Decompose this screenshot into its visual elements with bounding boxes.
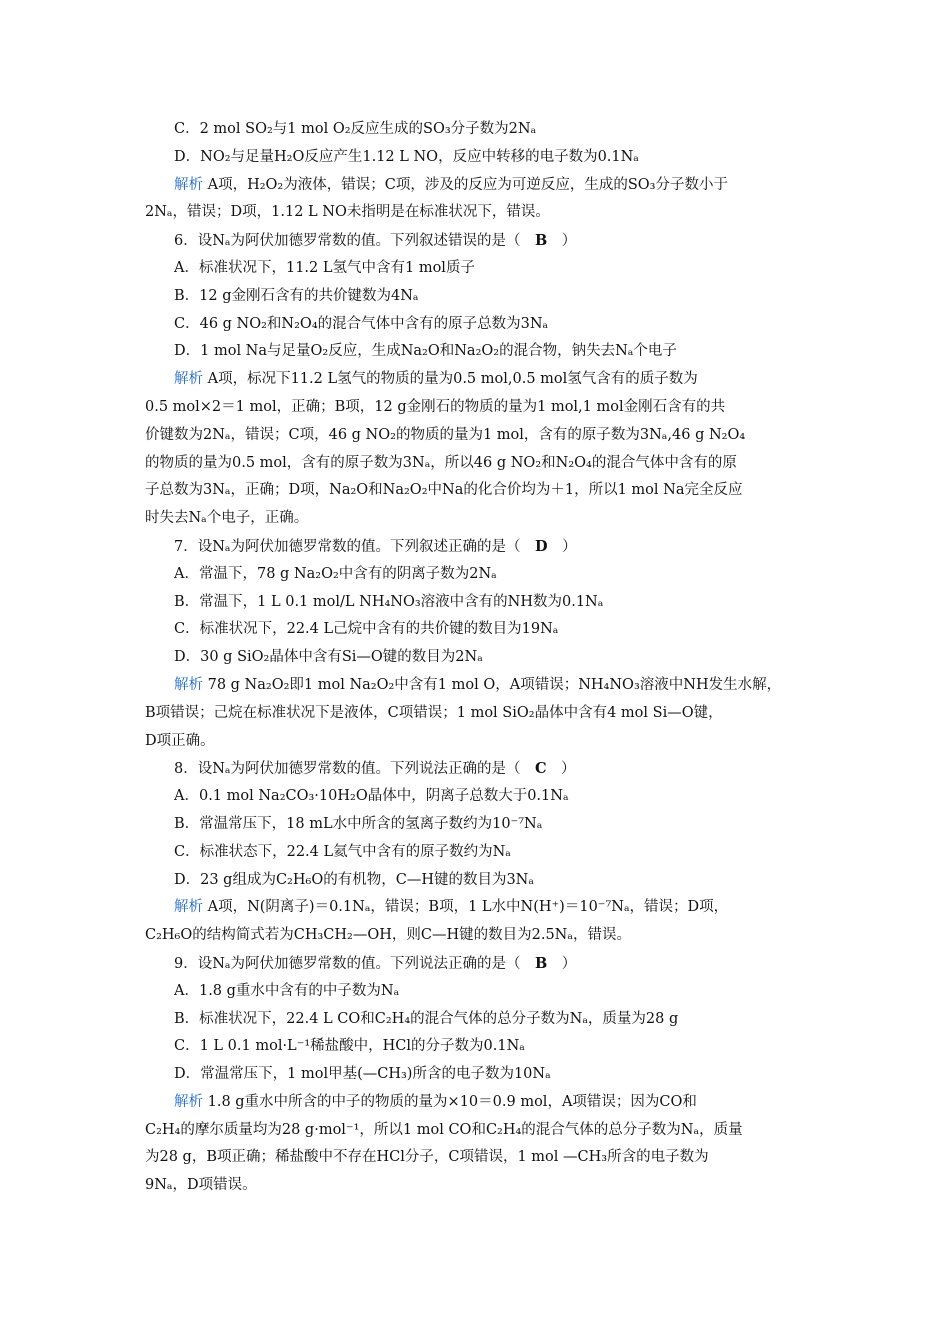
option-text: C．2 mol SO₂与1 mol O₂反应生成的SO₃分子数为2Nₐ	[174, 121, 537, 137]
continuation-text: 子总数为3Nₐ，正确；D项，Na₂O和Na₂O₂中Na的化合价均为＋1，所以1 mol Na完全反应	[145, 482, 743, 499]
option-line	[145, 283, 820, 311]
continuation-line	[145, 450, 820, 478]
option-text: C．标准状态下，22.4 L氦气中含有的原子数约为Nₐ	[174, 843, 511, 860]
answer-letter: B	[535, 232, 548, 250]
answer-letter: D	[535, 537, 548, 555]
question-line	[145, 533, 820, 561]
question-bracket-close: ）	[546, 761, 576, 778]
option-text: B．12 g金刚石含有的共价键数为4Nₐ	[174, 287, 419, 304]
option-line	[145, 338, 820, 366]
option-line	[145, 644, 820, 672]
continuation-text: 的物质的量为0.5 mol，含有的原子数为3Nₐ，所以46 g NO₂和N₂O₄的混合气体中含有的原	[145, 454, 737, 471]
option-line	[145, 1033, 820, 1061]
option-line	[145, 616, 820, 644]
continuation-text: 9Nₐ，D项错误。	[145, 1177, 257, 1194]
option-line	[145, 978, 820, 1006]
option-line	[145, 255, 820, 283]
option-line	[145, 867, 820, 895]
continuation-line	[145, 922, 820, 950]
continuation-line	[145, 394, 820, 422]
option-line	[145, 589, 820, 617]
analysis-text: A项，标况下11.2 L氢气的物质的量为0.5 mol,0.5 mol氢气含有的质子数为	[207, 371, 698, 388]
analysis-line	[145, 894, 820, 922]
continuation-line	[145, 728, 820, 756]
analysis-tag: 解析	[174, 899, 203, 916]
continuation-text: 0.5 mol×2＝1 mol，正确；B项，12 g金刚石的物质的量为1 mol,1 mol金刚石含有的共	[145, 398, 726, 415]
option-line	[145, 783, 820, 811]
question-bracket-close: ）	[547, 538, 577, 555]
continuation-text: 2Nₐ，错误；D项，1.12 L NO未指明是在标准状况下，错误。	[145, 204, 550, 221]
continuation-line	[145, 1144, 820, 1172]
analysis-tag: 解析	[174, 1093, 203, 1110]
continuation-line	[145, 700, 820, 728]
option-text: A．1.8 g重水中含有的中子数为Nₐ	[174, 982, 400, 999]
continuation-text: C₂H₆O的结构简式若为CH₃CH₂—OH，则C—H键的数目为2.5Nₐ，错误。	[145, 927, 631, 944]
analysis-text: 78 g Na₂O₂即1 mol Na₂O₂中含有1 mol O，A项错误；NH₄NO₃溶液中NH发生水解，	[207, 676, 782, 693]
option-line	[145, 811, 820, 839]
analysis-tag: 解析	[174, 371, 203, 388]
continuation-line	[145, 422, 820, 450]
continuation-text: 为28 g，B项正确；稀盐酸中不存在HCl分子，C项错误，1 mol —CH₃所含的电子数为	[145, 1149, 709, 1166]
analysis-text: 1.8 g重水中所含的中子的物质的量为×10＝0.9 mol，A项错误；因为CO和	[207, 1093, 697, 1110]
continuation-line	[145, 477, 820, 505]
option-line	[145, 561, 820, 589]
analysis-line	[145, 672, 820, 700]
question-line	[145, 950, 820, 978]
analysis-text: A项，N(阴离子)＝0.1Nₐ，错误；B项，1 L水中N(H⁺)＝10⁻⁷Nₐ，错误；D项，	[207, 899, 729, 916]
analysis-tag: 解析	[174, 676, 203, 693]
document-body	[145, 116, 820, 1200]
question-text: 6．设Nₐ为阿伏加德罗常数的值。下列叙述错误的是（	[174, 233, 536, 250]
option-line	[145, 144, 820, 172]
question-bracket-close: ）	[547, 233, 577, 250]
analysis-text: A项，H₂O₂为液体，错误；C项，涉及的反应为可逆反应，生成的SO₃分子数小于	[207, 176, 728, 193]
option-line	[145, 1006, 820, 1034]
option-text: A．常温下，78 g Na₂O₂中含有的阴离子数为2Nₐ	[174, 565, 497, 582]
option-text: D．23 g组成为C₂H₆O的有机物，C—H键的数目为3Nₐ	[174, 871, 534, 888]
option-text: A．0.1 mol Na₂CO₃·10H₂O晶体中，阴离子总数大于0.1Nₐ	[174, 788, 569, 805]
option-text: B．常温常压下，18 mL水中所含的氢离子数约为10⁻⁷Nₐ	[174, 815, 543, 832]
question-line	[145, 227, 820, 255]
option-text: B．标准状况下，22.4 L CO和C₂H₄的混合气体的总分子数为Nₐ，质量为28 g	[174, 1010, 679, 1027]
option-line	[145, 311, 820, 339]
option-text: D．常温常压下，1 mol甲基(—CH₃)所含的电子数为10Nₐ	[174, 1066, 551, 1083]
continuation-line	[145, 1117, 820, 1145]
question-text: 8．设Nₐ为阿伏加德罗常数的值。下列说法正确的是（	[174, 761, 536, 778]
option-text: C．46 g NO₂和N₂O₄的混合气体中含有的原子总数为3Nₐ	[174, 315, 549, 332]
continuation-line	[145, 505, 820, 533]
option-text: B．常温下，1 L 0.1 mol/L NH₄NO₃溶液中含有的NH数为0.1Nₐ	[174, 593, 604, 610]
analysis-tag: 解析	[174, 176, 203, 193]
continuation-line	[145, 199, 820, 227]
option-line	[145, 1061, 820, 1089]
analysis-line	[145, 172, 820, 200]
option-text: C．1 L 0.1 mol·L⁻¹稀盐酸中，HCl的分子数为0.1Nₐ	[174, 1038, 525, 1055]
option-text: D．30 g SiO₂晶体中含有Si—O键的数目为2Nₐ	[174, 649, 483, 666]
continuation-text: C₂H₄的摩尔质量均为28 g·mol⁻¹，所以1 mol CO和C₂H₄的混合气体的总分子数为Nₐ，质量	[145, 1121, 743, 1138]
option-line	[145, 116, 820, 144]
question-line	[145, 755, 820, 783]
option-text: A．标准状况下，11.2 L氢气中含有1 mol质子	[174, 259, 475, 276]
option-text: D．NO₂与足量H₂O反应产生1.12 L NO，反应中转移的电子数为0.1Nₐ	[174, 148, 639, 165]
continuation-text: D项正确。	[145, 732, 215, 749]
continuation-text: 时失去Nₐ个电子，正确。	[145, 510, 309, 527]
answer-letter: B	[535, 954, 548, 972]
option-text: C．标准状况下，22.4 L己烷中含有的共价键的数目为19Nₐ	[174, 621, 559, 638]
continuation-line	[145, 1172, 820, 1200]
option-text: D．1 mol Na与足量O₂反应，生成Na₂O和Na₂O₂的混合物，钠失去Nₐ个电子	[174, 343, 677, 360]
option-line	[145, 839, 820, 867]
question-text: 9．设Nₐ为阿伏加德罗常数的值。下列说法正确的是（	[174, 955, 536, 972]
analysis-line	[145, 1089, 820, 1117]
question-text: 7．设Nₐ为阿伏加德罗常数的值。下列叙述正确的是（	[174, 538, 536, 555]
analysis-line	[145, 366, 820, 394]
continuation-text: B项错误；己烷在标准状况下是液体，C项错误；1 mol SiO₂晶体中含有4 mol Si—O键，	[145, 704, 723, 721]
continuation-text: 价键数为2Nₐ，错误；C项，46 g NO₂的物质的量为1 mol，含有的原子数为3Nₐ,46 g N₂O₄	[145, 426, 746, 443]
answer-letter: C	[535, 760, 547, 778]
question-bracket-close: ）	[547, 955, 577, 972]
